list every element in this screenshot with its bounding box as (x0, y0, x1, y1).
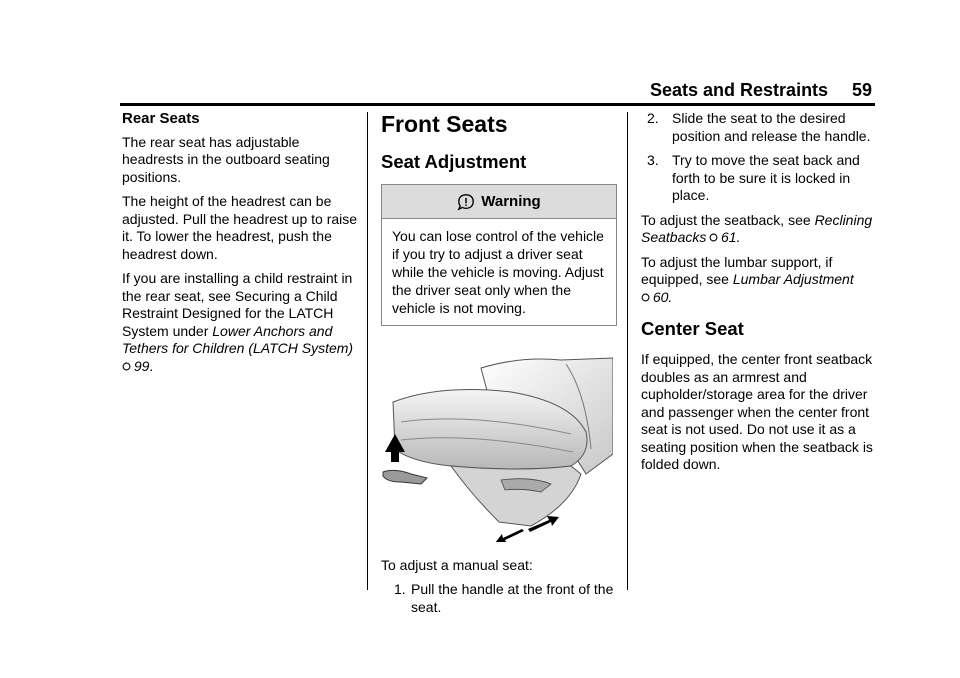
seat-adjustment-heading: Seat Adjustment (381, 151, 527, 172)
steps-list-continued (641, 110, 877, 205)
period: . (668, 288, 673, 305)
lumbar-text: To adjust the lumbar support, if equipped, see (641, 253, 833, 287)
rear-seats-heading: Rear Seats (122, 110, 200, 127)
seatback-text: To adjust the seatback, see (641, 211, 815, 228)
child-restraint-text: If you are installing a child restraint in the rear seat, see Securing a Child Restraint Designed for the LATCH System under (122, 270, 353, 339)
page-reference-icon (706, 229, 721, 245)
list-item (381, 581, 617, 616)
seat-adjustment-illustration (381, 354, 613, 542)
column-continued (641, 110, 877, 481)
seatback-paragraph (641, 212, 877, 247)
center-seat-heading: Center Seat (641, 318, 744, 339)
column-divider-left (367, 112, 368, 590)
warning-box (381, 184, 617, 326)
period: . (736, 229, 741, 245)
latch-page-ref[interactable]: 99 (133, 357, 150, 374)
warning-text: You can lose control of the vehicle if you try to adjust a driver seat while the vehicle is moving. Adjust the driver seat only when the vehicle is not moving. (392, 228, 604, 316)
lumbar-adjustment-link[interactable]: Lumbar Adjustment (732, 271, 854, 287)
headrest-paragraph: The height of the headrest can be adjusted. Pull the headrest up to raise it. To lower the headrest, push the headrest down. (122, 193, 358, 262)
warning-header (382, 185, 616, 219)
rear-seats-paragraph: The rear seat has adjustable headrests in the outboard seating positions. (122, 133, 330, 185)
step-number: 3. (647, 152, 659, 168)
reclining-seatbacks-link[interactable]: Reclining Seatbacks (641, 211, 873, 245)
column-front-seats (381, 110, 617, 623)
step-number: 2. (647, 110, 659, 126)
page-number: 59 (852, 80, 873, 100)
column-divider-right (627, 112, 628, 590)
center-seat-paragraph: If equipped, the center front seatback doubles as an armrest and cupholder/storage area for the driver and passenger when the center front seat is not used. Do not use it as a seating position when the seatback is folded down. (641, 351, 873, 472)
list-item (641, 152, 877, 205)
step-text: Try to move the seat back and forth to be sure it is locked in place. (672, 152, 860, 203)
sentence-end: . (149, 357, 154, 374)
page-reference-icon (641, 289, 653, 305)
latch-link[interactable]: Lower Anchors and Tethers for Children (LATCH System) (122, 322, 354, 356)
section-title: Seats and Restraints (650, 80, 829, 100)
step-text: Pull the handle at the front of the seat. (411, 581, 614, 615)
step-text: Slide the seat to the desired position and release the handle. (672, 110, 871, 144)
column-rear-seats (122, 110, 358, 382)
warning-icon (457, 193, 475, 211)
header-rule (120, 103, 875, 106)
lumbar-paragraph (641, 254, 877, 307)
reclining-page-ref[interactable]: 61 (721, 229, 737, 245)
step-number: 1. (394, 581, 406, 597)
lumbar-page-ref[interactable]: 60 (652, 288, 669, 305)
figure-caption: To adjust a manual seat: (381, 556, 533, 573)
steps-list-front (381, 581, 617, 616)
warning-label: Warning (481, 192, 541, 210)
list-item (641, 110, 877, 145)
child-restraint-paragraph (122, 270, 358, 375)
front-seats-title: Front Seats (381, 111, 508, 137)
